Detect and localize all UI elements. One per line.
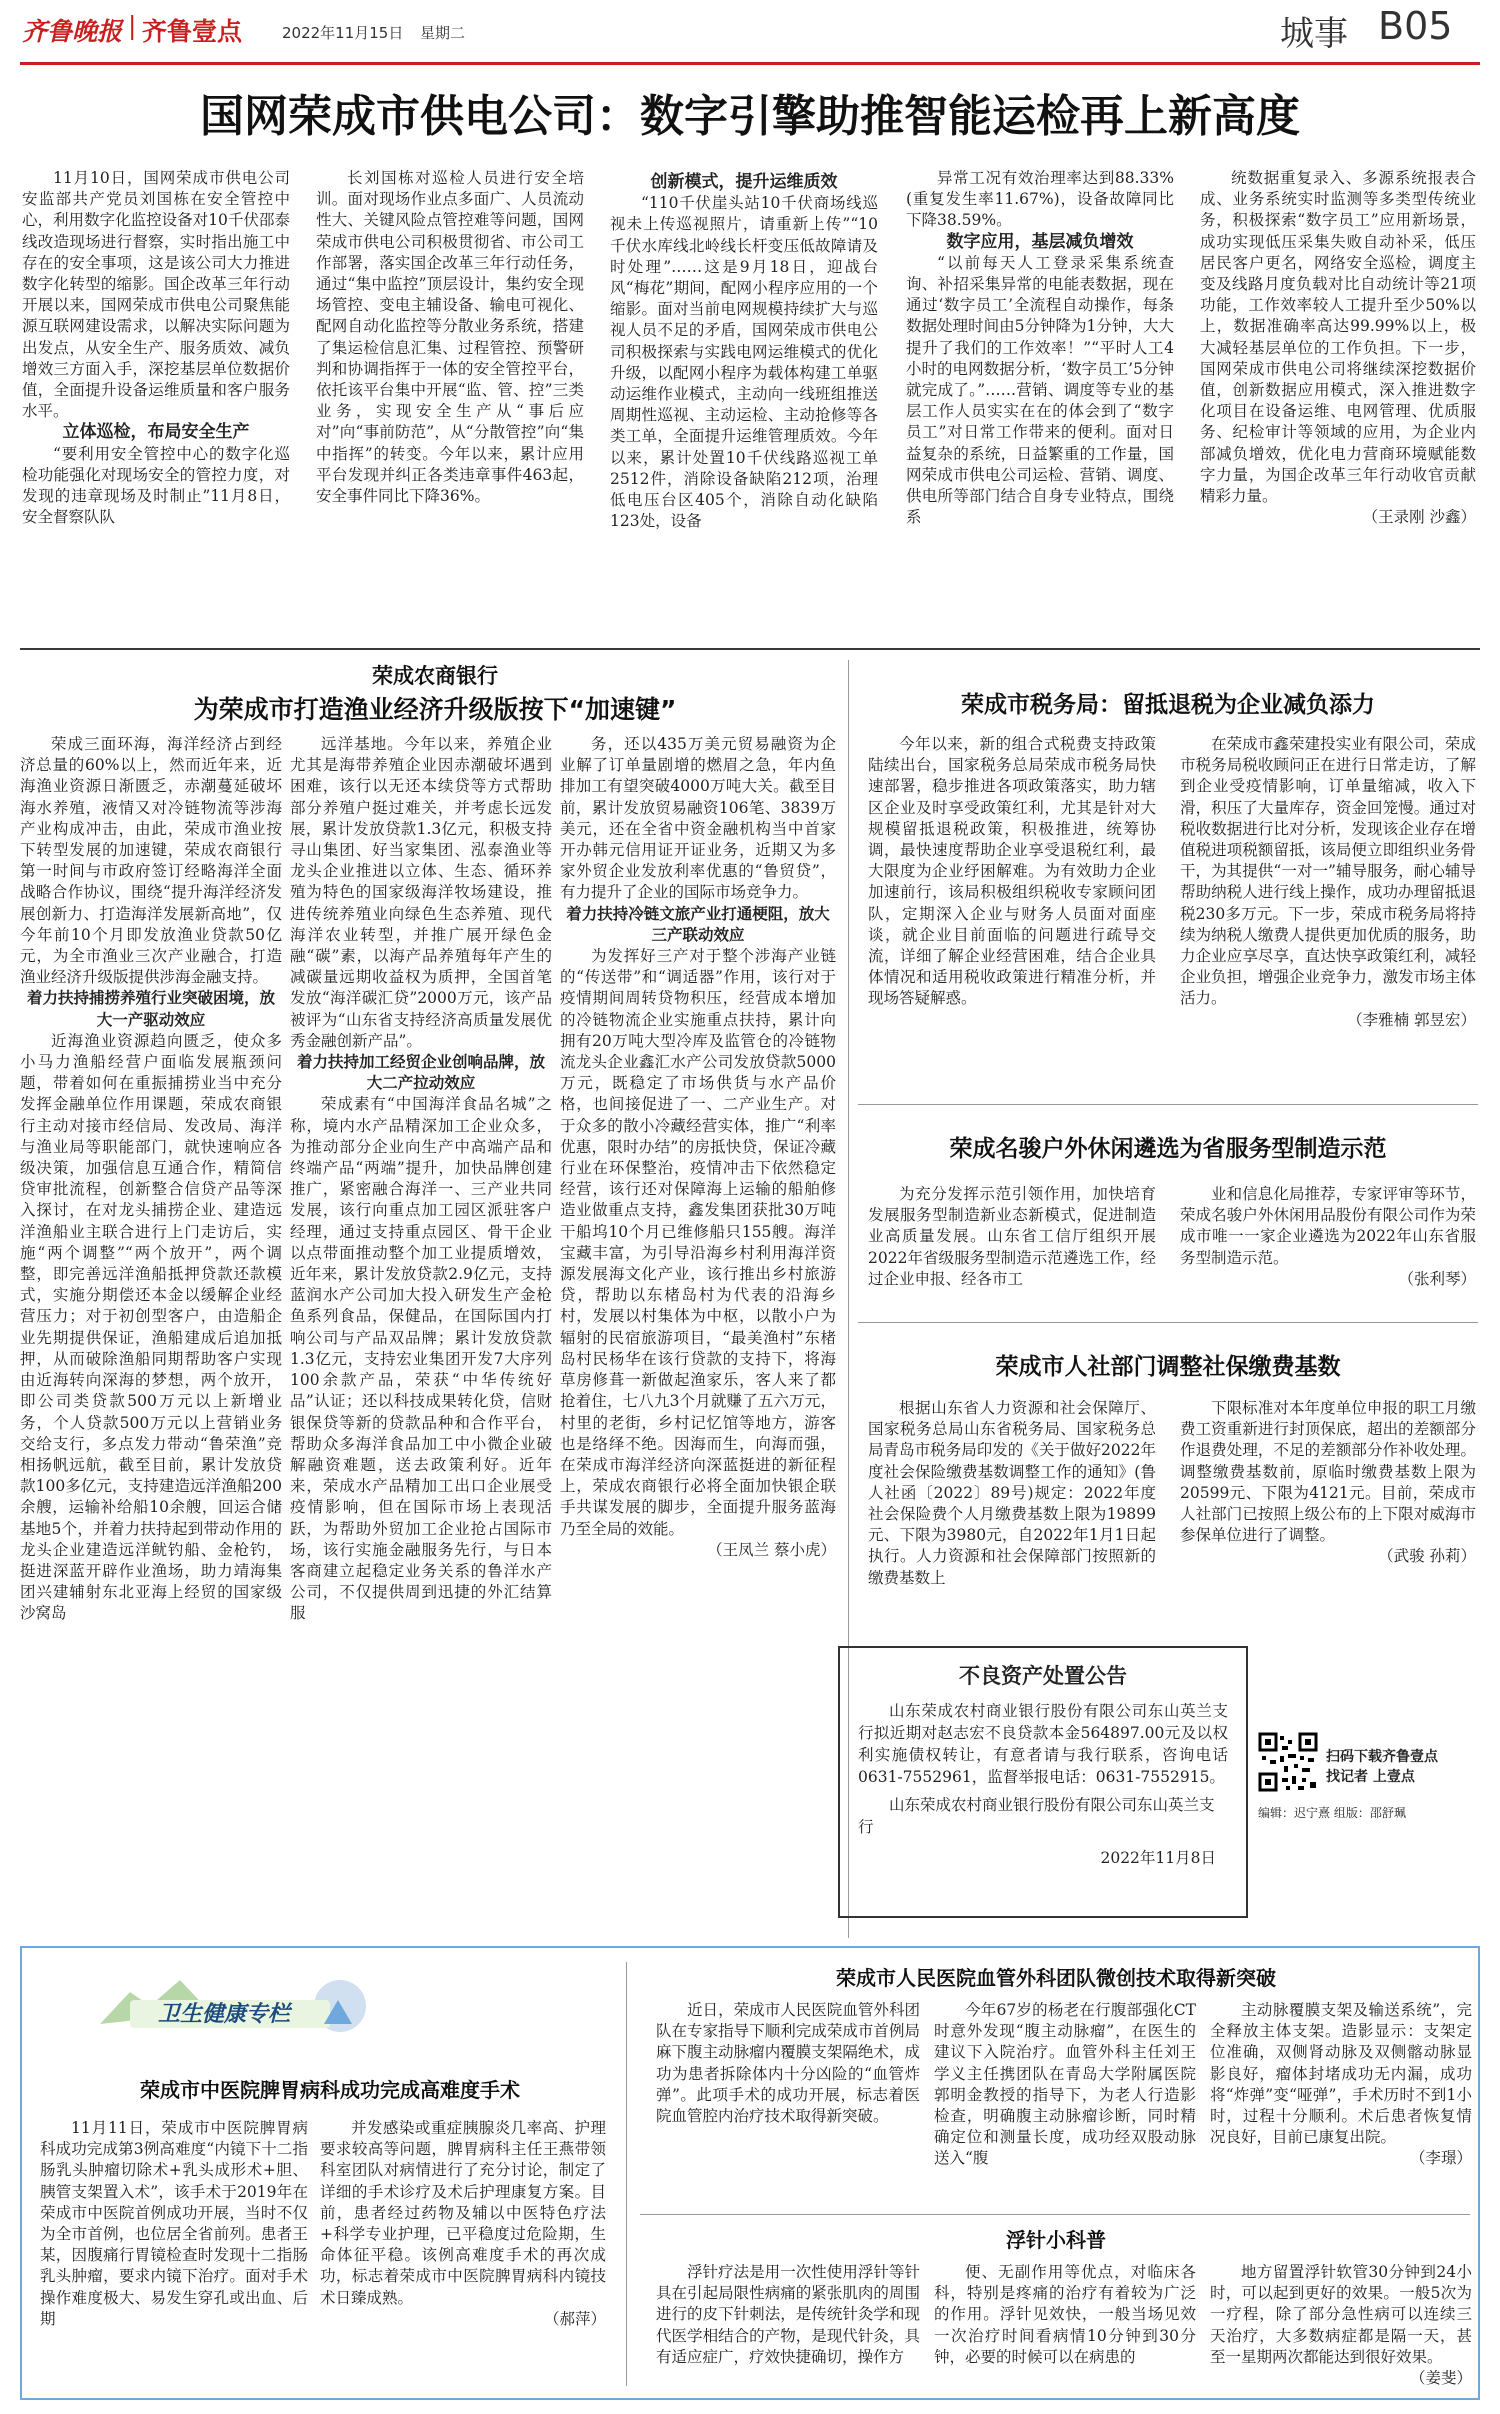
editor-credit: 编辑：迟宁熹 组版：邵舒珮 — [1258, 1806, 1406, 1820]
notice-body: 山东荣成农村商业银行股份有限公司东山英兰支行拟近期对赵志宏不良贷款本金564897.00元及以权利实施债权转让，有意者请与我行联系，咨询电话0631-7552961，监督举报电话：0631-7552915。 — [858, 1702, 1228, 1786]
bank-col-3 — [560, 734, 836, 1934]
brand-logo-2: 齐鲁壹点 — [142, 17, 243, 46]
tcm-paragraph: 11月11日，荣成市中医院脾胃病科成功完成第3例高难度“内镜下十二指肠乳头肿瘤切除术+乳头成形术+胆、胰管支架置入术”，该手术于2019年在荣成市中医院首例成功开展，当时不仅为全市首例，也位居全省前列。患者王某，因腹痛行胃镜检查时发现十二指肠乳头肿瘤，要求内镜下治疗。面对手术操作难度极大、易发生穿孔或出血、后期 — [40, 2119, 308, 2328]
mingjun-headline: 荣成名骏户外休闲遴选为省服务型制造示范 — [949, 1136, 1387, 1162]
social-headline: 荣成市人社部门调整社保缴费基数 — [995, 1354, 1341, 1380]
tcm-paragraph: 并发感染或重症胰腺炎几率高、护理要求较高等问题，脾胃病科主任王燕带领科室团队对病情进行了充分讨论，制定了详细的手术诊疗及术后护理康复方案。目前，患者经过药物及辅以中医特色疗法+科学专业护理，已平稳度过危险期，生命体征平稳。该例高难度手术的再次成功，标志着荣成市中医院脾胃病科内镜技术日臻成熟。 — [320, 2119, 606, 2307]
tax-byline: （李雅楠 郭昱宏） — [1347, 1010, 1476, 1029]
tax-col-2 — [1180, 734, 1476, 1094]
tcm-headline: 荣成市中医院脾胃病科成功完成高难度手术 — [140, 2078, 520, 2102]
bank-kicker: 荣成农商银行 — [372, 664, 498, 688]
social-byline: （武骏 孙莉） — [1378, 1547, 1476, 1566]
lead-subhead-1: 立体巡检，布局安全生产 — [62, 422, 250, 443]
bank-paragraph: 为发挥好三产对于整个涉海产业链的“传送带”和“调适器”作用，该行对于疫情期间周转贷物积压，经营成本增加的冷链物流企业实施重点扶持，累计向拥有20万吨大型冷库及监管仓的冷链物流龙头企业鑫汇水产公司发放贷款5000万元，既稳定了市场供货与水产品价格，也间接促进了一、二产业生产。对于众多的散小冷藏经营实体，推广“利率优惠，限时办结”的房抵快贷，保证冷藏行业在环保整治，疫情冲击下依然稳定经营，该行还对保障海上运输的船舶修造业做重点支持，鑫发集团获批30万吨干船坞10个月已维修船只155艘。海洋宝藏丰富，为引导沿海乡村利用海洋资源发展海文化产业，该行推出乡村旅游贷，帮助以东楮岛村为代表的沿海乡村，发展以村集体为中枢，以散小户为辐射的民宿旅游项目，“最美渔村”东楮岛村民杨华在该行贷款的支持下，将海草房修葺一新做起渔家乐，客人来了都抢着住，七八九3个月就赚了五六万元，村里的老街，乡村记忆馆等地方，游客也是络绎不绝。因海而生，向海而强，在荣成市海洋经济向深蓝挺进的新征程上，荣成农商银行必将全面加快银企联手共谋发展的脚步，全面提升服务蓝海乃至全局的效能。 — [560, 947, 836, 1538]
needle-byline: （姜斐） — [1409, 2369, 1472, 2388]
qr-caption-1: 扫码下载齐鲁壹点 — [1326, 1749, 1438, 1765]
article-divider — [858, 1322, 1478, 1323]
lead-subhead-2: 创新模式，提升运维质效 — [650, 172, 838, 192]
mingjun-col-2 — [1180, 1184, 1476, 1324]
lead-col-3 — [610, 168, 878, 638]
hospital-byline: （李璟） — [1409, 2149, 1472, 2168]
needle-paragraph: 浮针疗法是用一次性使用浮针等针具在引起局限性病痛的紧张肌肉的周围进行的皮下针刺法，是传统针灸学和现代医学相结合的产物，是现代针灸，具有适应症广，疗效快捷确切，操作方 — [656, 2263, 920, 2366]
bank-paragraph: 荣成素有“中国海洋食品名城”之称，境内水产品精深加工企业众多，为推动部分企业向生产中高端产品和终端产品“两端”提升，加快品牌创建推广，紧密融合海洋一、三产业共同发展，该行向重点加工园区派驻客户经理，通过支持重点园区、骨干企业以点带面推动整个加工业提质增效，近年来，累计发放贷款2.9亿元，支持蓝润水产公司加大投入研发生产金枪鱼系列食品，保健品，在国际国内打响公司与产品双品牌；累计发放贷款1.3亿元，支持宏业集团开发7大序列100余款产品，荣获“中华传统好品”认证；还以科技成果转化贷，信财银保贷等新的贷款品种和合作平台，帮助众多海洋食品加工中小微企业破解融资难题，送去政策利好。近年来，荣成水产品精加工出口企业展受疫情影响，但在国际市场上表现活跃，为帮助外贸加工企业抢占国际市场，该行实施金融服务先行，与日本客商建立起稳定业务关系的鲁洋水产公司，不仅提供周到迅捷的外汇结算服 — [290, 1095, 552, 1623]
mingjun-byline: （张利琴） — [1398, 1269, 1476, 1288]
tcm-byline: （郝萍） — [543, 2309, 606, 2328]
bank-paragraph: 近海渔业资源趋向匮乏，使众多小马力渔船经营户面临发展瓶颈问题，带着如何在重振捕捞业当中充分发挥金融单位作用课题，荣成农商银行主动对接市经信局、发改局、海洋与渔业局等职能部门，就快速响应各级决策，加强信息互通合作，精简信贷审批流程，创新整合信贷产品等深入探讨，在对龙头捕捞企业、建造远洋渔船业主联合进行上门走访后，实施“两个调整”“两个放开”，两个调整，即完善远洋渔船抵押贷款还款模式，实施分期偿还本金以缓解企业经营压力；对于初创型客户，由造船企业先期提供保证，渔船建成后追加抵押，从而破除渔船同期帮助客户实现由近海转向深海的梦想，两个放开，即公司类贷款500万元以上新增业务，个人贷款500万元以上营销业务交给支行，多点发力带动“鲁荣渔”竞相扬帆远航，截至目前，累计发放贷款100多亿元，支持建造远洋渔船200余艘，运输补给船10余艘，回运合储基地5个，并着力扶持起到带动作用的龙头企业建造远洋鱿钓船、金枪钓，挺进深蓝开辟作业渔场，助力靖海集团兴建辅射东北亚海上经贸的国家级沙窝岛 — [20, 1031, 282, 1623]
hospital-headline: 荣成市人民医院血管外科团队微创技术取得新突破 — [836, 1966, 1276, 1990]
bank-paragraph: 务，还以435万美元贸易融资为企业解了订单量剧增的燃眉之急，年内鱼排加工有望突破4000万吨大关。截至目前，累计发放贸易融资106笔、3839万美元，还在全省中资金融机构当中首家开办韩元信用证开证业务，近期又为多家外贸企业发放利率优惠的“鲁贸贷”，有力提升了企业的国际市场竞争力。 — [560, 735, 836, 902]
needle-paragraph: 便、无副作用等优点，对临床各科，特别是疼痛的治疗有着较为广泛的作用。浮针见效快，一般当场见效一次治疗时间看病情10分钟到30分钟，必要的时候可以在病患的 — [934, 2263, 1196, 2366]
qr-caption-2: 找记者 上壹点 — [1326, 1769, 1415, 1785]
lead-paragraph: “要利用安全管控中心的数字化巡检功能强化对现场安全的管控力度，对发现的违章现场及时制止”11月8日，安全督察队队 — [22, 444, 290, 527]
section-divider — [20, 648, 1480, 650]
column-divider — [626, 1962, 627, 2386]
hospital-col-3 — [1210, 2000, 1472, 2212]
lead-paragraph: 统数据重复录入、多源系统报表合成、业务系统实时监测等多类型传统业务，积极探索“数字员工”应用新场景，成功实现低压采集失败自动补采，低压居民客户更名，网络安全巡检，调度主变及线路月度负载对比自动统计等21项功能，工作效率较人工提升至少50%以上，数据准确率高达99.99%以上，极大减轻基层单位的工作负担。下一步，国网荣成市供电公司将继续深挖数据价值，创新数据应用模式，深入推进数字化项目在设备运维、电网管理、优质服务、纪检审计等领域的应用，为企业内部减负增效，优化电力营商环境赋能数字力量，为国企改革三年行动收官贡献精彩力量。 — [1200, 169, 1476, 506]
section-name: 城事 — [1280, 14, 1348, 54]
masthead — [0, 0, 1500, 62]
notice-signer: 山东荣成农村商业银行股份有限公司东山英兰支行 — [858, 1796, 1215, 1836]
lead-paragraph: “以前每天人工登录采集系统查询、补招采集异常的电能表数据，现在通过‘数字员工’全流程自动操作，每条数据处理时间由5分钟降为1分钟，大大提升了我们的工作效率！”“平时人工4小时的电网数据分析，‘数字员工’5分钟就完成了。”……营销、调度等专业的基层工作人员实实在在的体会到了“数字员工”对日常工作带来的便利。面对日益复杂的系统，日益繁重的工作量，国网荣成市供电公司运检、营销、调度、供电所等部门结合自身专业特点，围绕系 — [906, 253, 1174, 527]
social-col-2 — [1180, 1398, 1476, 1618]
brand-logo: 齐鲁晚报 — [22, 17, 123, 46]
health-column-label: 卫生健康专栏 — [158, 2002, 291, 2027]
bank-byline: （王凤兰 蔡小虎） — [707, 1540, 836, 1559]
lead-byline: （王录刚 沙鑫） — [1362, 508, 1476, 527]
lead-paragraph: 长刘国栋对巡检人员进行安全培训。面对现场作业点多面广、人员流动性大、关键风险点管控难等问题，国网荣成市供电公司积极贯彻省、市公司工作部署，落实国企改革三年行动任务，通过“集中监控”顶层设计，集约安全现场管控、变电主辅设备、输电可视化、配网自动化监控等分散业务系统，搭建了集运检信息汇集、过程管控、预警研判和协调指挥于一体的安全管控平台，依托该平台集中开展“监、管、控”三类业务，实现安全生产从“事后应对”向“事前防范”，从“分散管控”向“集中指挥”的转变。今年以来，累计应用平台发现并纠正各类违章事件463起，安全事件同比下降36%。 — [316, 169, 584, 506]
needle-col-1 — [656, 2262, 920, 2392]
social-paragraph: 下限标准对本年度单位申报的职工月缴费工资重新进行封顶保底，超出的差额部分作退费处理，不足的差额部分作补收处理。调整缴费基数前，原临时缴费基数上限为20599元、下限为4121元。目前，荣成市人社部门已按照上级公布的上下限对威海市参保单位进行了调整。 — [1180, 1399, 1476, 1545]
lead-paragraph: 11月10日，国网荣成市供电公司安监部共产党员刘国栋在安全管控中心，利用数字化监控设备对10千伏邵泰线改造现场进行督察，实时指出施工中存在的安全事项，这是该公司大力推进数字化转型的缩影。国企改革三年行动开展以来，国网荣成市供电公司聚焦能源互联网建设需求，以解决实际问题为出发点，从安全生产、服务质效、减负增效三方面入手，深挖基层单位数据价值，全面提升设备运维质量和客户服务水平。 — [22, 169, 290, 421]
tax-paragraph: 在荣成市鑫荣建投实业有限公司，荣成市税务局税收顾问正在进行日常走访，了解到企业受疫情影响，订单量缩减，收入下滑，积压了大量库存，资金回笼慢。通过对税收数据进行比对分析，发现该企业存在增值税进项税额留抵，该局便立即组织业务骨干，为其提供“一对一”辅导服务，耐心辅导帮助纳税人进行线上操作，成功办理留抵退税230多万元。下一步，荣成市税务局将持续为纳税人缴费人提供更加优质的服务，助力企业应享尽享，直达快享政策红利，减轻企业负担，增强企业竞争力，激发市场主体活力。 — [1180, 735, 1476, 1008]
article-divider — [640, 2214, 1470, 2215]
qr-code[interactable] — [1258, 1732, 1318, 1792]
bank-col-1 — [20, 734, 282, 1934]
social-col-1 — [868, 1398, 1156, 1618]
mingjun-paragraph: 为充分发挥示范引领作用，加快培育发展服务型制造新业态新模式，促进制造业高质量发展。山东省工信厅组织开展2022年省级服务型制造示范遴选工作，经过企业申报、经各市工 — [868, 1185, 1156, 1288]
tax-headline: 荣成市税务局：留抵退税为企业减负添力 — [961, 692, 1375, 718]
hospital-col-2 — [934, 2000, 1196, 2212]
hospital-col-1 — [656, 2000, 920, 2212]
needle-col-2 — [934, 2262, 1196, 2392]
tax-paragraph: 今年以来，新的组合式税费支持政策陆续出台，国家税务总局荣成市税务局快速部署，稳步推进各项政策落实，助力辖区企业及时享受政策红利，尤其是针对大规模留抵退税政策，积极推进，统筹协调，最快速度帮助企业享受退税红利，最大限度为企业纾困解难。为有效助力企业加速前行，该局积极组织税收专家顾问团队，定期深入企业与财务人员面对面座谈，就企业目前面临的问题进行疏导交流，详细了解企业经营困难，结合企业具体情况和适用税收政策进行精准分析，并现场答疑解惑。 — [868, 735, 1156, 1008]
notice-date: 2022年11月8日 — [1100, 1849, 1216, 1867]
article-divider — [858, 1104, 1478, 1105]
issue-weekday: 星期二 — [420, 24, 466, 42]
bank-paragraph: 远洋基地。今年以来，养殖企业尤其是海带养殖企业因赤潮破坏遇到困难，该行以无还本续贷等方式帮助部分养殖户挺过难关，并考虑长远发展，累计发放贷款1.3亿元，积极支持寻山集团、好当家集团、泓泰渔业等龙头企业推进以立体、生态、循环养殖为特色的国家级海洋牧场建设，推进传统养殖业向绿色生态养殖、现代海洋农业转型，并推广展开绿色金融“碳”素，以海产品养殖每年产生的减碳量远期收益权为质押，全国首笔发放“海洋碳汇贷”2000万元，该产品被评为“山东省支持经济高质量发展优秀金融创新产品”。 — [290, 735, 552, 1050]
lead-col-1 — [22, 168, 290, 638]
hospital-paragraph: 近日，荣成市人民医院血管外科团队在专家指导下顺利完成荣成市首例局麻下腹主动脉瘤内覆膜支架隔绝术，成功为患者拆除体内十分凶险的“血管炸弹”。此项手术的成功开展，标志着医院血管腔内治疗技术取得新突破。 — [656, 2001, 920, 2126]
lead-headline: 国网荣成市供电公司：数字引擎助推智能运检再上新高度 — [200, 91, 1300, 142]
tcm-col-2 — [320, 2118, 606, 2390]
lead-paragraph: “110千伏崖头站10千伏商场线巡视未上传巡视照片，请重新上传”“10千伏水库线北岭线长杆变压低故障请及时处理”……这是9月18日，迎战台风“梅花”期间，配网小程序应用的一个缩影。面对当前电网规模持续扩大与巡视人员不足的矛盾，国网荣成市供电公司积极探索与实践电网运维模式的优化升级，以配网小程序为载体构建工单驱动运维作业模式，主动向一线班组推送周期性巡视、主动运检、主动抢修等各类工单，全面提升运维管理质效。今年以来，累计处置10千伏线路巡视工单2512件，消除设备缺陷212项，治理低电压台区405个，消除自动化缺陷123处，设备 — [610, 194, 878, 531]
bank-subhead-2: 着力扶持加工经贸企业创响品牌，放大二产拉动效应 — [296, 1053, 545, 1093]
needle-paragraph: 地方留置浮针软管30分钟到24小时，可以起到更好的效果。一般5次为一疗程，除了部分急性病可以连续三天治疗，大多数病症都是隔一天，甚至一星期两次都能达到很好效果。 — [1210, 2263, 1472, 2366]
lead-paragraph: 异常工况有效治理率达到88.33%(重复发生率11.67%)，设备故障同比下降38.59%。 — [906, 169, 1174, 230]
tax-col-1 — [868, 734, 1156, 1094]
social-paragraph: 根据山东省人力资源和社会保障厅、国家税务总局山东省税务局、国家税务总局青岛市税务局印发的《关于做好2022年度社会保险缴费基数调整工作的通知》(鲁人社函〔2022〕89号)规定：2022年度社会保险费个人月缴费基数上限为19899元、下限为3980元，自2022年1月1日起执行。人力资源和社会保障部门按照新的缴费基数上 — [868, 1399, 1156, 1587]
issue-date: 2022年11月15日 — [282, 24, 404, 42]
asset-notice-box — [838, 1646, 1248, 1918]
bank-headline: 为荣成市打造渔业经济升级版按下“加速键” — [193, 695, 677, 724]
header-rule — [20, 62, 1480, 65]
lead-subhead-3: 数字应用，基层减负增效 — [946, 231, 1134, 252]
bank-subhead-3: 着力扶持冷链文旅产业打通梗阻，放大三产联动效应 — [566, 904, 830, 944]
hospital-paragraph: 今年67岁的杨老在行腹部强化CT时意外发现“腹主动脉瘤”，在医生的建议下入院治疗。血管外科主任刘王学义主任携团队在青岛大学附属医院郭明金教授的指导下，为老人行造影检查，明确腹主动脉瘤诊断，同时精确定位和测量长度，成功经双股动脉送入“腹 — [934, 2001, 1196, 2168]
hospital-paragraph: 主动脉覆膜支架及输送系统”，完全释放主体支架。造影显示：支架定位准确，双侧肾动脉及双侧髂动脉显影良好，瘤体封堵成功无内漏，成功将“炸弹”变“哑弹”，手术历时不到1小时，过程十分顺利。术后患者恢复情况良好，目前已康复出院。 — [1210, 2001, 1472, 2147]
needle-headline: 浮针小科普 — [1006, 2228, 1106, 2252]
bank-subhead-1: 着力扶持捕捞养殖行业突破困境，放大一产驱动效应 — [26, 989, 275, 1029]
lead-col-5 — [1200, 168, 1476, 638]
lead-col-2 — [316, 168, 584, 638]
lead-col-4 — [906, 168, 1174, 638]
tcm-col-1 — [40, 2118, 308, 2390]
mingjun-col-1 — [868, 1184, 1156, 1324]
bank-col-2 — [290, 734, 552, 1934]
notice-title: 不良资产处置公告 — [959, 1664, 1127, 1688]
brand-separator: | — [128, 11, 137, 40]
needle-col-3 — [1210, 2262, 1472, 2392]
bank-paragraph: 荣成三面环海，海洋经济占到经济总量的60%以上，然而近年来，近海渔业资源日渐匮乏，赤潮蔓延破坏海水养殖，液情又对冷链物流等涉海产业构成冲击，由此，荣成市渔业按下转型发展的加速键，荣成农商银行第一时间与市政府签订经略海洋全面战略合作协议，围绕“提升海洋经济发展创新力、打造海洋发展新高地”，仅今年前10个月即发放渔业贷款50亿元，为全市渔业三次产业融合，打造渔业经济升级版提供涉海金融支持。 — [20, 735, 282, 987]
page-number: B05 — [1378, 4, 1453, 48]
mingjun-paragraph: 业和信息化局推荐，专家评审等环节，荣成名骏户外休闲用品股份有限公司作为荣成市唯一一家企业遴选为2022年山东省服务型制造示范。 — [1180, 1185, 1476, 1267]
